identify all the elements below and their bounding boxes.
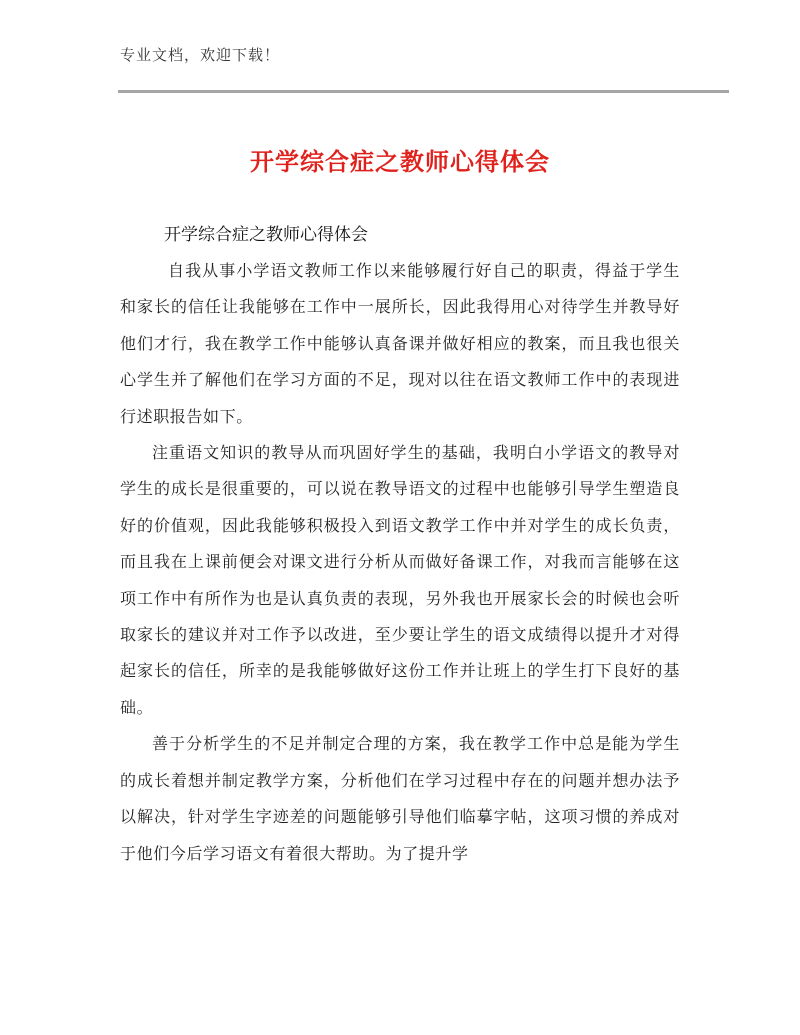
paragraph: 注重语文知识的教导从而巩固好学生的基础，我明白小学语文的教导对学生的成长是很重要的，可以说在教导语文的过程中也能够引导学生塑造良好的价值观，因此我能够积极投入到语文教学工作中并对学生的成长负责，而且我在上课前便会对课文进行分析从而做好备课工作，对我而言能够在这项工作中有所作为也是认真负责的表现，另外我也开展家长会的时候也会听取家长的建议并对工作予以改进，至少要让学生的语文成绩得以提升才对得起家长的信任，所幸的是我能够做好这份工作并让班上的学生打下良好的基础。 <box>120 443 680 717</box>
document-title: 开学综合症之教师心得体会 <box>250 148 550 176</box>
header-note: 专业文档，欢迎下载！ <box>120 46 281 64</box>
paragraph: 自我从事小学语文教师工作以来能够履行好自己的职责，得益于学生和家长的信任让我能够在工作中一展所长，因此我得用心对待学生并教导好他们才行，我在教学工作中能够认真备课并做好相应的教案，而且我也很关心学生并了解他们在学习方面的不足，现对以往在语文教师工作中的表现进行述职报告如下。 <box>120 261 680 426</box>
paragraph: 善于分析学生的不足并制定合理的方案，我在教学工作中总是能为学生的成长着想并制定教学方案，分析他们在学习过程中存在的问题并想办法予以解决，针对学生字迹差的问题能够引导他们临摹字帖，这项习惯的养成对于他们今后学习语文有着很大帮助。为了提升学 <box>120 734 680 863</box>
header-divider <box>118 90 729 93</box>
document-body <box>120 253 680 872</box>
document-subtitle: 开学综合症之教师心得体会 <box>164 225 368 245</box>
